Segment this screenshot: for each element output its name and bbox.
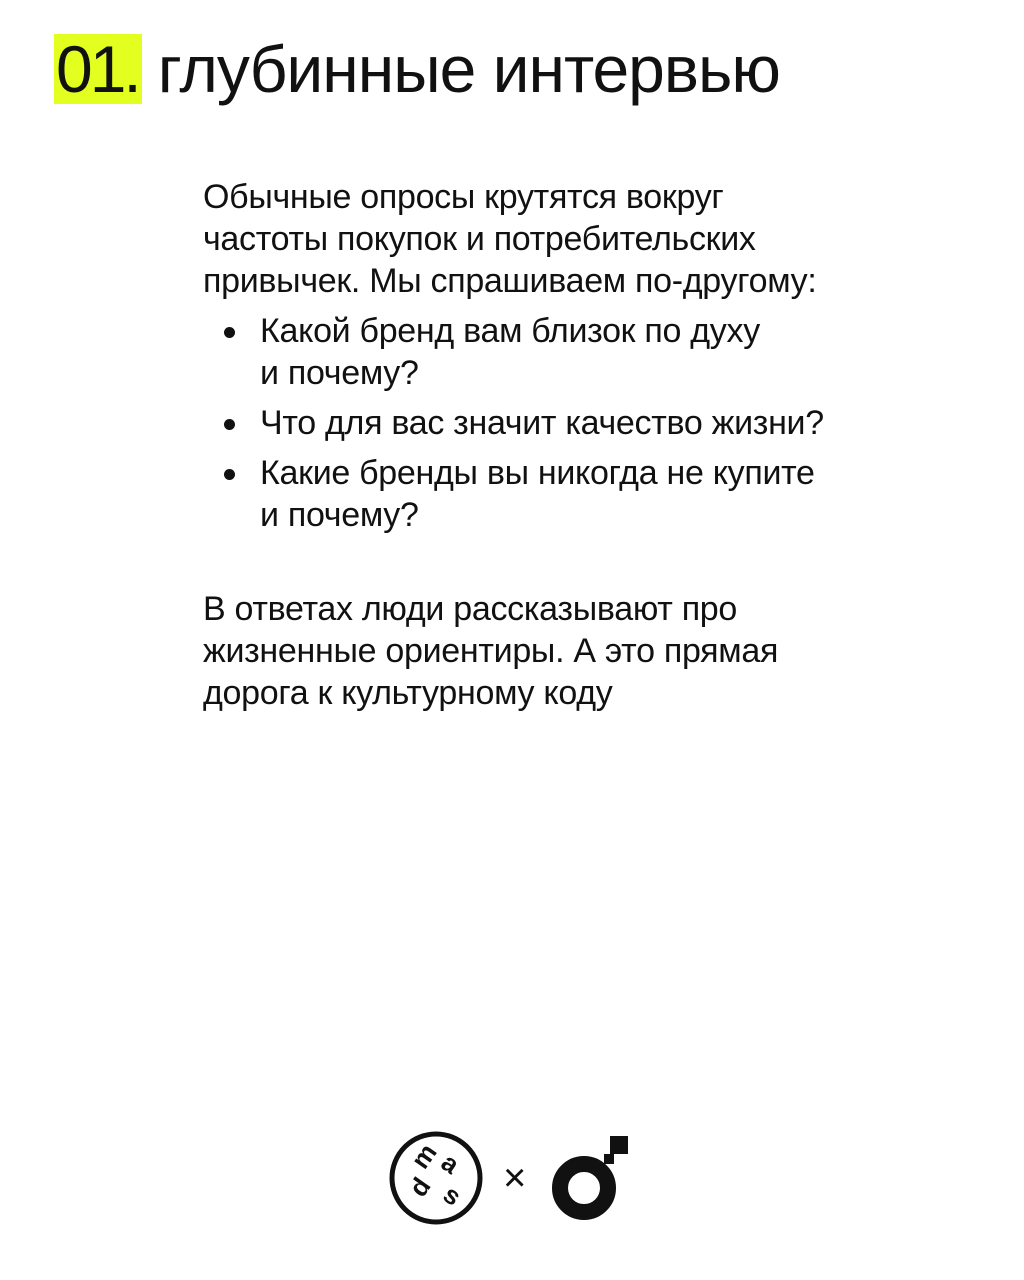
- outro-line: дорога к культурному коду: [203, 674, 613, 712]
- svg-text:a: a: [435, 1146, 466, 1180]
- bullet-icon: [224, 469, 235, 480]
- svg-text:s: s: [437, 1178, 468, 1212]
- outro-paragraph: [203, 588, 983, 714]
- separator-icon: ×: [503, 1156, 527, 1200]
- intro-paragraph: [203, 176, 983, 302]
- footer-logos: [388, 1130, 648, 1230]
- question-line: Что для вас значит качество жизни?: [260, 404, 824, 442]
- svg-text:d: d: [402, 1171, 437, 1203]
- question-item: [203, 452, 983, 536]
- question-list: [203, 310, 983, 536]
- question-line: и почему?: [260, 496, 419, 534]
- question-line: Какой бренд вам близок по духу: [260, 312, 760, 350]
- bullet-icon: [224, 327, 235, 338]
- svg-text:m: m: [404, 1137, 443, 1175]
- section-number: 01.: [54, 34, 142, 104]
- question-item: [203, 402, 983, 444]
- slide-header: [54, 34, 780, 104]
- question-item: [203, 310, 983, 394]
- o-mark-logo-icon: [548, 1130, 638, 1226]
- outro-line: жизненные ориентиры. А это прямая: [203, 632, 779, 670]
- mads-logo-icon: [388, 1130, 484, 1226]
- slide-body: [203, 176, 983, 714]
- page-title: глубинные интервью: [157, 32, 780, 106]
- question-line: и почему?: [260, 354, 419, 392]
- bullet-icon: [224, 419, 235, 430]
- intro-line: Обычные опросы крутятся вокруг: [203, 178, 724, 216]
- question-line: Какие бренды вы никогда не купите: [260, 454, 815, 492]
- intro-line: частоты покупок и потребительских: [203, 220, 756, 258]
- outro-line: В ответах люди рассказывают про: [203, 590, 738, 628]
- intro-line: привычек. Мы спрашиваем по-другому:: [203, 262, 817, 300]
